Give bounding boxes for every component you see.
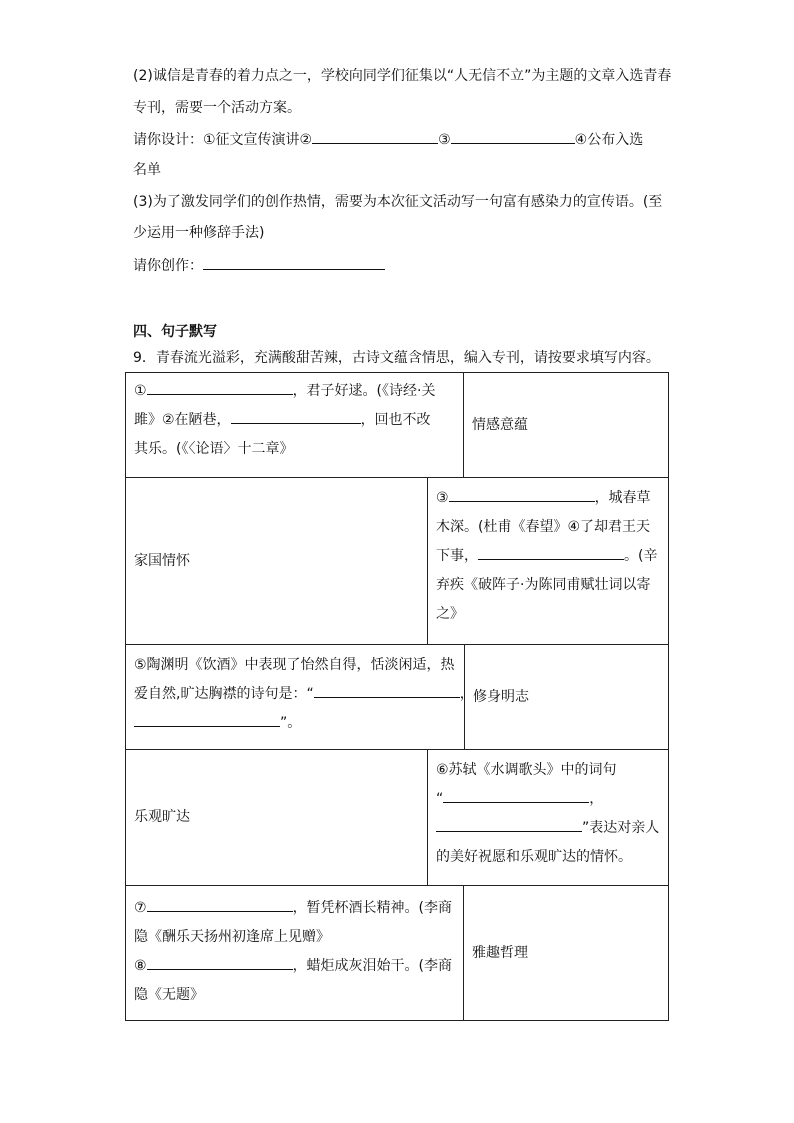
row4-line4: 的美好祝愿和乐观旷达的情怀。 <box>436 849 632 865</box>
q3-line3 <box>133 255 385 276</box>
row1-line3: 其乐。(《〈论语〉十二章》 <box>134 441 294 457</box>
row4-theme: 乐观旷达 <box>134 809 190 825</box>
row2-l3a: 下事， <box>436 548 478 564</box>
row3-line3 <box>134 709 456 738</box>
row1-theme: 情感意蕴 <box>472 416 528 433</box>
row3-l3b: ”。 <box>280 715 302 731</box>
row4-text-cell <box>427 749 669 886</box>
row3-theme: 修身明志 <box>473 688 529 705</box>
row4-line1: ⑥苏轼《水调歌头》中的词句 <box>436 762 617 778</box>
answer-blank[interactable] <box>147 955 293 970</box>
row5-line3 <box>134 952 455 981</box>
section-heading: 四、句子默写 <box>133 324 217 340</box>
row5-theme: 雅趣哲理 <box>472 944 528 961</box>
row2-line1 <box>436 484 660 513</box>
answer-blank[interactable] <box>312 129 438 144</box>
row1-l2a: 雎》②在陋巷， <box>134 412 231 428</box>
row4-l3b: ”表达对亲人 <box>582 820 660 836</box>
answer-blank[interactable] <box>147 380 293 395</box>
row5-l1b: ，暂凭杯酒长精神。(李商 <box>292 900 453 916</box>
row5-line2: 隐《酬乐天扬州初逢席上见赠》 <box>134 929 330 945</box>
row5-text-cell <box>125 885 464 1021</box>
row2-line2: 木深。(杜甫《春望》④了却君王天 <box>436 519 651 535</box>
q2-line3 <box>133 129 643 150</box>
row4-line2 <box>436 785 660 814</box>
row2-theme-cell <box>125 477 428 645</box>
row1-text-cell <box>125 372 464 478</box>
row4-theme-cell <box>125 749 428 886</box>
answer-blank[interactable] <box>203 255 385 270</box>
row1-line2 <box>134 406 455 435</box>
row5-line1 <box>134 894 455 923</box>
row3-l2a: 爱自然,旷达胸襟的诗句是：“ <box>134 686 314 702</box>
row2-text-cell <box>427 477 669 645</box>
q2-line3-c: ④公布入选 <box>574 132 644 148</box>
row2-line4: 弃疾《破阵子·为陈同甫赋壮词以寄 <box>436 577 651 593</box>
answer-blank[interactable] <box>451 129 575 144</box>
answer-blank[interactable] <box>449 487 595 502</box>
row4-line3 <box>436 814 660 843</box>
row4-l2a: “ <box>436 791 444 807</box>
q2-line2: 专刊，需要一个活动方案。 <box>133 100 301 116</box>
question-9: 9．青春流光溢彩，充满酸甜苦辣，古诗文蕴含情思，编入专刊，请按要求填写内容。 <box>133 350 660 366</box>
row3-line1: ⑤陶渊明《饮酒》中表现了怡然自得，恬淡闲适，热 <box>134 657 455 673</box>
row2-theme: 家国情怀 <box>134 552 190 569</box>
answer-blank[interactable] <box>314 683 460 698</box>
row5-l3b: ，蜡炬成灰泪始干。(李商 <box>292 958 453 974</box>
q3-line1: (3)为了激发同学们的创作热情，需要为本次征文活动写一句富有感染力的宣传语。(至 <box>133 194 663 210</box>
q2-line4: 名单 <box>133 162 161 178</box>
q2-line1: (2)诚信是青春的着力点之一，学校向同学们征集以“人无信不立”为主题的文章入选青春 <box>133 68 672 84</box>
row2-l1a: ③ <box>436 490 449 506</box>
q2-line3-a: 请你设计：①征文宣传演讲② <box>133 132 313 148</box>
row3-l2b: ， <box>459 686 474 702</box>
q3-line2: 少运用一种修辞手法) <box>133 225 265 241</box>
row1-l1a: ① <box>134 383 147 399</box>
answer-blank[interactable] <box>231 409 361 424</box>
row1-theme-cell <box>463 372 669 478</box>
row5-l1a: ⑦ <box>134 900 147 916</box>
row4-l2b: ， <box>589 791 604 807</box>
answer-blank[interactable] <box>443 788 589 803</box>
row3-line2 <box>134 680 474 709</box>
row2-l1b: ，城春草 <box>594 490 651 506</box>
row1-l1b: ，君子好逑。(《诗经·关 <box>292 383 436 399</box>
answer-blank[interactable] <box>436 817 582 832</box>
row1-l2b: ，回也不改 <box>360 412 431 428</box>
row2-line5: 之》 <box>436 606 464 622</box>
q2-line3-b: ③ <box>438 132 451 148</box>
row2-l3b: 。(辛 <box>624 548 658 564</box>
answer-blank[interactable] <box>134 712 280 727</box>
row2-line3 <box>436 542 660 571</box>
row3-theme-cell <box>464 644 669 750</box>
row5-line4: 隐《无题》 <box>134 987 204 1003</box>
row1-line1 <box>134 377 455 406</box>
q3-line3-label: 请你创作： <box>133 258 203 274</box>
row3-text-cell <box>125 644 474 750</box>
row5-l3a: ⑧ <box>134 958 147 974</box>
answer-blank[interactable] <box>478 545 624 560</box>
row5-theme-cell <box>463 885 669 1021</box>
answer-blank[interactable] <box>147 897 293 912</box>
